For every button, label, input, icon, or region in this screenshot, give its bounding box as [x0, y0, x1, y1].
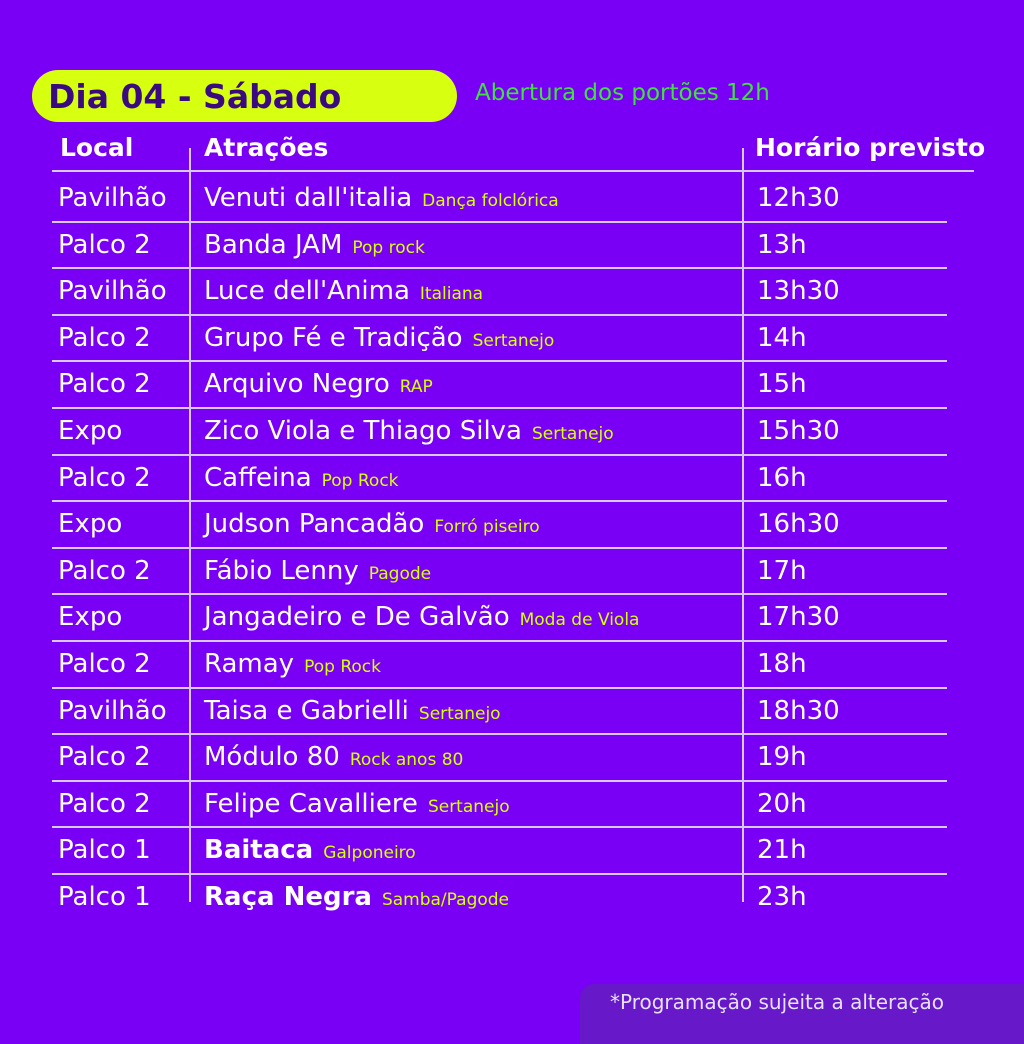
- row-local: Palco 2: [58, 742, 151, 773]
- attraction-name: Raça Negra: [204, 882, 372, 912]
- attraction-name: Taisa e Gabrielli: [204, 695, 409, 726]
- attraction-name: Felipe Cavalliere: [204, 788, 418, 819]
- attraction-name: Zico Viola e Thiago Silva: [204, 416, 522, 446]
- row-time: 23h: [757, 882, 807, 912]
- row-local: Pavilhão: [58, 695, 167, 726]
- attraction-name: Luce dell'Anima: [204, 276, 410, 307]
- attraction-name: Banda JAM: [204, 229, 343, 260]
- row-local: Palco 2: [58, 555, 151, 586]
- row-time: 15h30: [757, 416, 840, 446]
- attraction-genre: Galponeiro: [323, 843, 416, 864]
- attraction-name: Módulo 80: [204, 742, 340, 773]
- attraction-genre: Pop Rock: [304, 657, 381, 677]
- row-time: 16h30: [757, 509, 840, 540]
- attraction-name: Arquivo Negro: [204, 369, 390, 400]
- row-local: Palco 1: [58, 835, 151, 866]
- attraction-genre: Italiana: [419, 284, 484, 305]
- column-divider-horario: [742, 148, 744, 902]
- row-time: 17h: [757, 555, 807, 586]
- row-attraction: [204, 688, 501, 734]
- attraction-name: Caffeina: [204, 462, 312, 493]
- footer-note: *Programação sujeita a alteração: [610, 990, 944, 1014]
- row-divider: [52, 221, 947, 223]
- row-attraction: [204, 594, 639, 640]
- day-title-pill: [32, 70, 457, 122]
- row-time: 16h: [757, 462, 807, 493]
- row-time: 14h: [757, 322, 807, 353]
- attraction-genre: Sertanejo: [418, 703, 501, 724]
- row-attraction: [204, 361, 433, 407]
- row-attraction: [204, 548, 431, 594]
- attraction-genre: Sertanejo: [472, 330, 555, 351]
- row-divider: [52, 733, 947, 735]
- row-attraction: [204, 175, 559, 221]
- row-time: 12h30: [757, 183, 840, 213]
- row-attraction: [204, 641, 381, 687]
- row-local: Palco 2: [58, 322, 151, 353]
- row-attraction: [204, 408, 614, 454]
- attraction-name: Fábio Lenny: [204, 555, 359, 586]
- attraction-name: Jangadeiro e De Galvão: [204, 602, 510, 633]
- row-time: 13h: [757, 229, 807, 260]
- attraction-genre: Samba/Pagode: [381, 890, 510, 910]
- row-local: Palco 2: [58, 462, 151, 493]
- attraction-genre: Sertanejo: [532, 424, 614, 444]
- row-time: 18h30: [757, 695, 840, 726]
- row-local: Palco 1: [58, 882, 151, 912]
- row-local: Palco 2: [58, 229, 151, 260]
- row-local: Expo: [58, 602, 123, 633]
- header-local: Local: [60, 133, 134, 162]
- row-time: 19h: [757, 742, 807, 773]
- attraction-name: Judson Pancadão: [204, 509, 425, 540]
- attraction-genre: Pop rock: [352, 237, 425, 258]
- attraction-genre: Sertanejo: [427, 796, 510, 817]
- row-attraction: [204, 827, 416, 873]
- row-attraction: [204, 455, 399, 501]
- row-local: Expo: [58, 509, 123, 540]
- gates-opening-info: Abertura dos portões 12h: [475, 80, 770, 106]
- row-divider: [52, 360, 947, 362]
- row-attraction: [204, 315, 554, 361]
- row-divider: [52, 454, 947, 456]
- row-attraction: [204, 781, 510, 827]
- row-divider: [52, 826, 947, 828]
- row-time: 15h: [757, 369, 807, 400]
- attraction-genre: Pop Rock: [321, 470, 399, 491]
- row-attraction: [204, 268, 483, 314]
- row-local: Expo: [58, 416, 123, 446]
- attraction-name: Venuti dall'italia: [204, 183, 413, 213]
- column-divider-local: [189, 148, 191, 902]
- row-local: Pavilhão: [58, 183, 167, 213]
- attraction-genre: Dança folclórica: [422, 191, 559, 211]
- row-divider: [52, 547, 947, 549]
- row-time: 13h30: [757, 276, 840, 307]
- row-time: 18h: [757, 649, 807, 679]
- day-title: Dia 04 - Sábado: [48, 76, 342, 116]
- attraction-genre: Forró piseiro: [434, 517, 540, 538]
- row-divider: [52, 640, 947, 642]
- attraction-name: Grupo Fé e Tradição: [204, 322, 463, 353]
- row-attraction: [204, 222, 425, 268]
- attraction-genre: Rock anos 80: [349, 750, 464, 771]
- row-attraction: [204, 501, 540, 547]
- attraction-genre: Pagode: [368, 563, 432, 584]
- row-local: Palco 2: [58, 788, 151, 819]
- row-local: Palco 2: [58, 649, 151, 679]
- attraction-name: Baitaca: [204, 835, 314, 866]
- row-time: 17h30: [757, 602, 840, 633]
- row-local: Palco 2: [58, 369, 151, 400]
- row-attraction: [204, 734, 463, 780]
- row-time: 20h: [757, 788, 807, 819]
- row-local: Pavilhão: [58, 276, 167, 307]
- row-attraction: [204, 874, 509, 920]
- header-atracoes: Atrações: [204, 133, 329, 162]
- attraction-genre: Moda de Viola: [519, 610, 640, 631]
- header-horario: Horário previsto: [755, 133, 986, 162]
- attraction-name: Ramay: [204, 649, 295, 679]
- attraction-genre: RAP: [399, 377, 433, 398]
- row-time: 21h: [757, 835, 807, 866]
